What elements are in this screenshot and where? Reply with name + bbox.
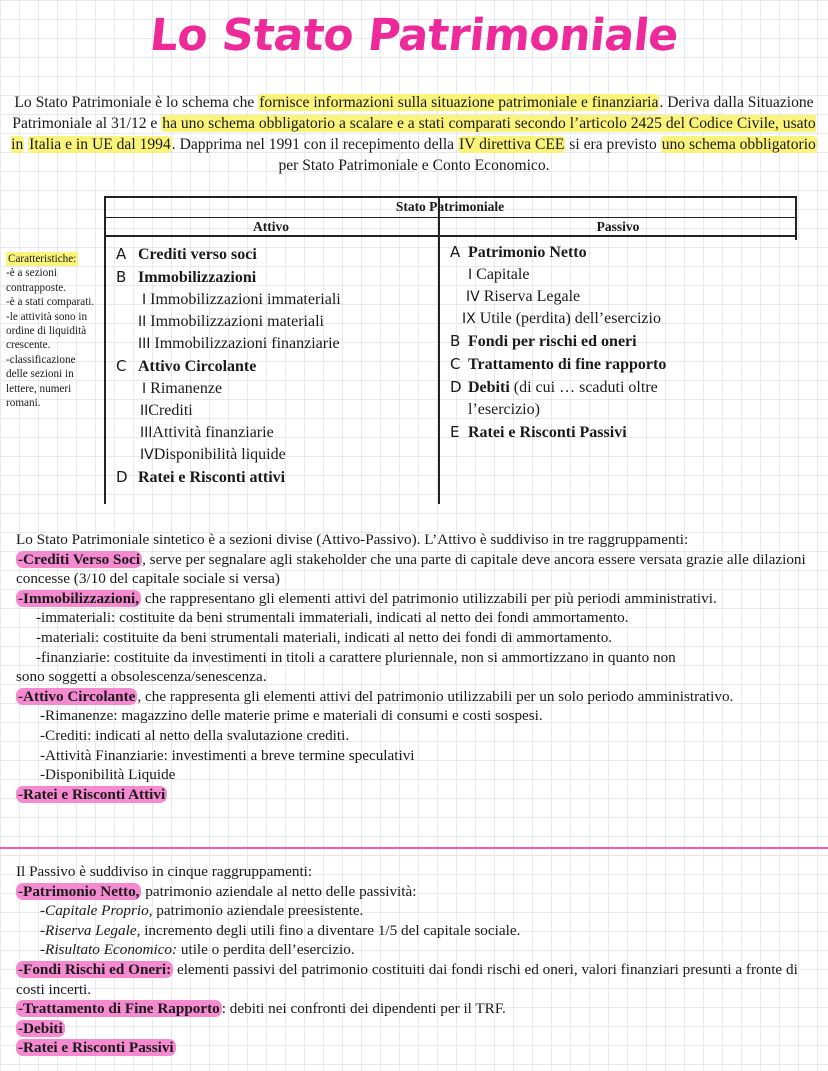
list-item: III Immobilizzazioni finanziarie (138, 335, 340, 352)
paragraph: -Crediti Verso Soci , serve per segnalare agli stakeholder che una parte di capitale deve ancora essere versata grazie alle dilazioni concesse (3/10 del capitale sociale si versa) (16, 550, 806, 588)
list-item: IX Utile (perdita) dell’esercizio (462, 310, 661, 327)
paragraph: -Attivo Circolante , che rappresenta gli elementi attivi del patrimonio utilizzabili per un solo periodo amministrativo. (18, 687, 734, 705)
intro-highlight: ha uno schema obbligatorio a scalare e a stati comparati secondo l’articolo 2425 del Codice Civile, usato in (11, 115, 816, 153)
attivo-column (116, 243, 341, 489)
intro-highlight: IV direttiva CEE (459, 136, 565, 153)
list-item: E Ratei e Risconti Passivi (450, 423, 627, 441)
table-rule (104, 196, 796, 198)
list-item: IIIAttività finanziarie (140, 424, 274, 441)
paragraph: -Trattamento di Fine Rapporto : debiti nei confronti dei dipendenti per il TRF. (18, 1000, 506, 1018)
intro-text: . Dapprima nel 1991 con il recepimento della (171, 136, 459, 153)
list-item: -immateriali: costituite da beni strumentali immateriali, indicati al netto dei fondi ammortamento. (36, 609, 629, 627)
list-item: I Capitale (468, 266, 530, 283)
list-item: C Attivo Circolante (116, 357, 257, 375)
list-item: A Crediti verso soci (116, 245, 257, 263)
intro-text: si era previsto (565, 136, 661, 153)
paragraph: -Ratei e Risconti Attivi (18, 785, 166, 803)
paragraph: -Debiti (18, 1019, 63, 1037)
sidebar-heading: Caratteristiche: (8, 253, 77, 265)
list-item: -materiali: costituite da beni strumentali materiali, indicati al netto dei fondi di ammortamento. (36, 628, 613, 646)
list-item: B Immobilizzazioni (116, 268, 257, 286)
list-item: l’esercizio) (468, 401, 540, 418)
list-item: IVDisponibilità liquide (140, 446, 286, 463)
list-item: I Immobilizzazioni immateriali (142, 291, 341, 308)
intro-highlight: Italia e in UE dal 1994 (29, 136, 171, 153)
list-item: IICrediti (140, 402, 193, 419)
table-border (795, 196, 797, 240)
table-border (104, 196, 106, 504)
passivo-section (16, 862, 816, 1058)
sidebar-note (6, 252, 98, 410)
list-item: -Disponibilità Liquide (40, 766, 176, 784)
list-item: A Patrimonio Netto (450, 243, 587, 261)
list-item: I Rimanenze (142, 380, 223, 397)
intro-highlight: fornisce informazioni sulla situazione patrimoniale e finanziaria (259, 94, 659, 111)
table-rule (104, 235, 796, 237)
section-divider (0, 847, 828, 849)
list-item: -finanziarie: costituite da investimenti in titoli a carattere pluriennale, non si ammortizzano in quanto non (36, 648, 676, 666)
list-item: -Rimanenze: magazzino delle materie prime e materiali di consumi e costi sospesi. (40, 707, 543, 725)
attivo-section (16, 530, 816, 804)
list-item: II Immobilizzazioni materiali (138, 313, 324, 330)
column-header-attivo: Attivo (253, 219, 289, 234)
paragraph: -Patrimonio Netto, patrimonio aziendale al netto delle passività: (18, 882, 417, 900)
sidebar-item: -classificazione delle sezioni in lettere, numeri romani. (6, 353, 76, 410)
intro-highlight: uno schema obbligatorio (661, 136, 816, 153)
list-item: B Fondi per rischi ed oneri (450, 332, 637, 350)
list-item: -Capitale Proprio, patrimonio aziendale preesistente. (40, 902, 364, 920)
intro-text: per Stato Patrimoniale e Conto Economico. (278, 157, 550, 174)
page-title: Lo Stato Patrimoniale (147, 10, 681, 61)
paragraph: -Immobilizzazioni, che rappresentano gli elementi attivi del patrimonio utilizzabili per più periodi amministrativi. (18, 589, 717, 607)
table-rule (104, 217, 796, 218)
column-header-passivo: Passivo (596, 219, 640, 234)
balance-sheet-table (104, 196, 796, 504)
list-item: D Debiti (di cui … scaduti oltre (450, 378, 658, 396)
list-item: IV Riserva Legale (466, 288, 581, 305)
paragraph: Il Passivo è suddiviso in cinque raggruppamenti: (16, 863, 313, 880)
sidebar-item: -è a sezioni contrapposte. (6, 267, 66, 294)
paragraph: Lo Stato Patrimoniale sintetico è a sezioni divise (Attivo-Passivo). L’Attivo è suddiviso in tre raggruppamenti: (16, 531, 689, 548)
intro-text: Lo Stato Patrimoniale è lo schema che (14, 94, 259, 111)
intro-text: . Deriva dalla Situazione Patrimoniale al 31/12 e (12, 94, 814, 132)
sidebar-item: -è a stati comparati. (6, 296, 95, 309)
intro-paragraph (10, 92, 818, 176)
list-item: -Risultato Economico: utile o perdita dell’esercizio. (40, 941, 355, 959)
list-item: -Crediti: indicati al netto della svalutazione crediti. (40, 726, 350, 744)
table-caption: Stato Patrimoniale (395, 199, 505, 214)
passivo-column (450, 241, 666, 444)
paragraph: -Ratei e Risconti Passivi (18, 1039, 174, 1057)
paragraph: -Fondi Rischi ed Oneri: elementi passivi del patrimonio costituiti dai fondi rischi ed oneri, valori finanziari presunti a fronte di costi incerti. (16, 960, 798, 998)
table-divider (438, 196, 440, 504)
list-item: -Riserva Legale, incremento degli utili fino a diventare 1/5 del capitale sociale. (40, 921, 521, 939)
sidebar-item: -le attività sono in ordine di liquidità crescente. (6, 310, 88, 352)
list-item: -Attività Finanziarie: investimenti a breve termine speculativi (40, 746, 415, 764)
list-item: sono soggetti a obsolescenza/senescenza. (16, 668, 267, 686)
list-item: C Trattamento di fine rapporto (450, 355, 667, 373)
list-item: D Ratei e Risconti attivi (116, 468, 286, 486)
